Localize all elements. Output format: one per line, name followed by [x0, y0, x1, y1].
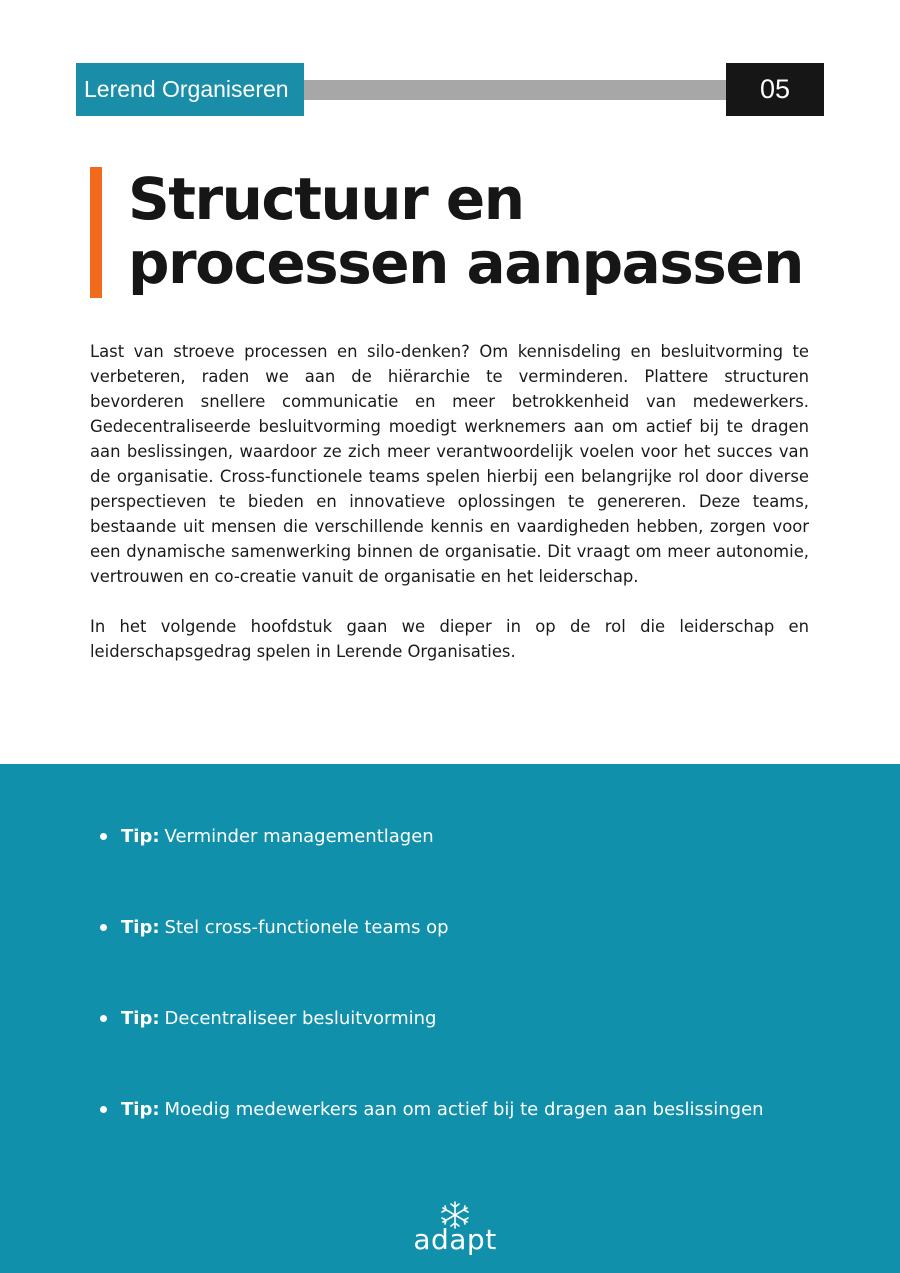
logo-wordmark: adapt [413, 1223, 497, 1256]
body-paragraph-2: In het volgende hoofdstuk gaan we dieper in op de rol die leiderschap en leiderschapsgedrag spelen in Lerende Organisaties. [90, 617, 809, 661]
tip-text: Stel cross-functionele teams op [164, 917, 449, 938]
tip-label: Tip: [121, 1008, 160, 1029]
page-title-line-2: processen aanpassen [128, 229, 803, 297]
tip-label: Tip: [121, 917, 160, 938]
tip-text: Verminder managementlagen [164, 826, 434, 847]
body-text [90, 339, 809, 689]
tip-label: Tip: [121, 1099, 160, 1120]
tip-text: Decentraliseer besluitvorming [164, 1008, 437, 1029]
body-paragraph-1: Last van stroeve processen en silo-denken? Om kennisdeling en besluitvorming te verbeteren, raden we aan de hiërarchie te verminderen. Plattere structuren bevorderen snellere communicatie en meer betrokkenheid van medewerkers. Gedecentraliseerde besluitvorming moedigt werknemers aan om actief bij te dragen aan beslissingen, waardoor ze zich meer verantwoordelijk voelen voor het succes van de organisatie. Cross-functionele teams spelen hierbij een belangrijke rol door diverse perspectieven te bieden en innovatieve oplossingen te genereren. Deze teams, bestaande uit mensen die verschillende kennis en vaardigheden hebben, zorgen voor een dynamische samenwerking binnen de organisatie. Dit vraagt om meer autonomie, vertrouwen en co-creatie vanuit de organisatie en het leiderschap. [90, 342, 809, 586]
title-accent-bar [90, 167, 102, 298]
tip-item [100, 1008, 436, 1029]
tip-item [100, 917, 449, 938]
page-number: 05 [726, 63, 824, 116]
header-tag: Lerend Organiseren [76, 63, 304, 116]
tips-panel [0, 764, 900, 1273]
page-title [128, 167, 888, 295]
bullet-icon [100, 924, 107, 931]
page-title-line-1: Structuur en [128, 165, 524, 233]
bullet-icon [100, 1015, 107, 1022]
tip-item [100, 1099, 764, 1120]
tip-text: Moedig medewerkers aan om actief bij te dragen aan beslissingen [164, 1099, 764, 1120]
header-divider-bar [304, 80, 726, 100]
tip-label: Tip: [121, 826, 160, 847]
adapt-logo [400, 1200, 510, 1264]
bullet-icon [100, 1106, 107, 1113]
tip-item [100, 826, 434, 847]
bullet-icon [100, 833, 107, 840]
